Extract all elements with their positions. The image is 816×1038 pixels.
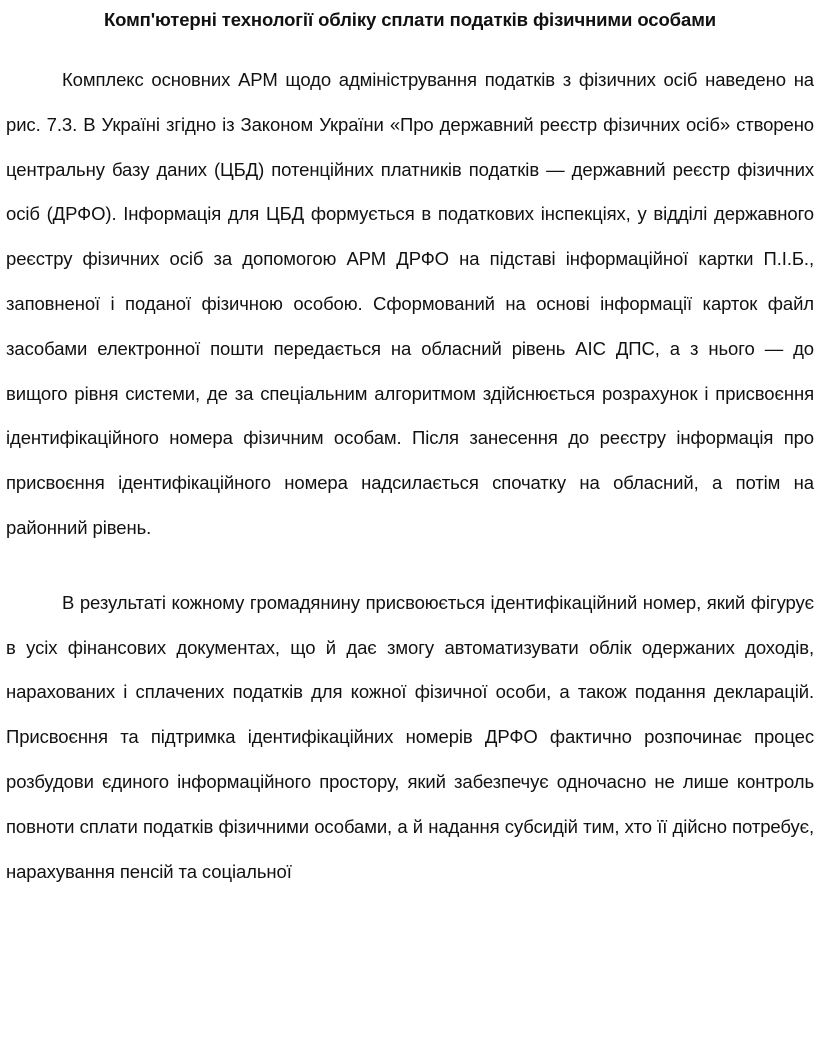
- document-title: Комп'ютерні технології обліку сплати податків фізичними особами: [103, 9, 717, 30]
- paragraph-2: В результаті кожному громадянину присвоюється ідентифікаційний номер, який фігурує в усіх фінансових документах, що й дає змогу автоматизувати облік одержаних доходів, нарахованих і сплачених податків для кожної фізичної особи, а також подання декларацій. Присвоєння та підтримка ідентифікаційних номерів ДРФО фактично розпочинає процес розбудови єдиного інформаційного простору, який забезпечує одночасно не лише контроль повноти сплати податків фізичними особами, а й надання субсидій тим, хто її дійсно потребує, нарахування пенсій та соціальної: [6, 591, 814, 882]
- document-page: [6, 0, 814, 894]
- paragraph-1: Комплекс основних АРМ щодо адміністрування податків з фізичних осіб наведено на рис. 7.3. В Україні згідно із Законом України «Про державний реєстр фізичних осіб» створено центральну базу даних (ЦБД) потенційних платників податків — державний реєстр фізичних осіб (ДРФО). Інформація для ЦБД формується в податкових інспекціях, у відділі державного реєстру фізичних осіб за допомогою АРМ ДРФО на підставі інформаційної картки П.І.Б., заповненої і поданої фізичною особою. Сформований на основі інформації карток файл засобами електронної пошти передається на обласний рівень АІС ДПС, а з нього — до вищого рівня системи, де за спеціальним алгоритмом здійснюється розрахунок і присвоєння ідентифікаційного номера фізичним особам. Після занесення до реєстру інформація про присвоєння ідентифікаційного номера надсилається спочатку на обласний, а потім на районний рівень.: [6, 69, 814, 538]
